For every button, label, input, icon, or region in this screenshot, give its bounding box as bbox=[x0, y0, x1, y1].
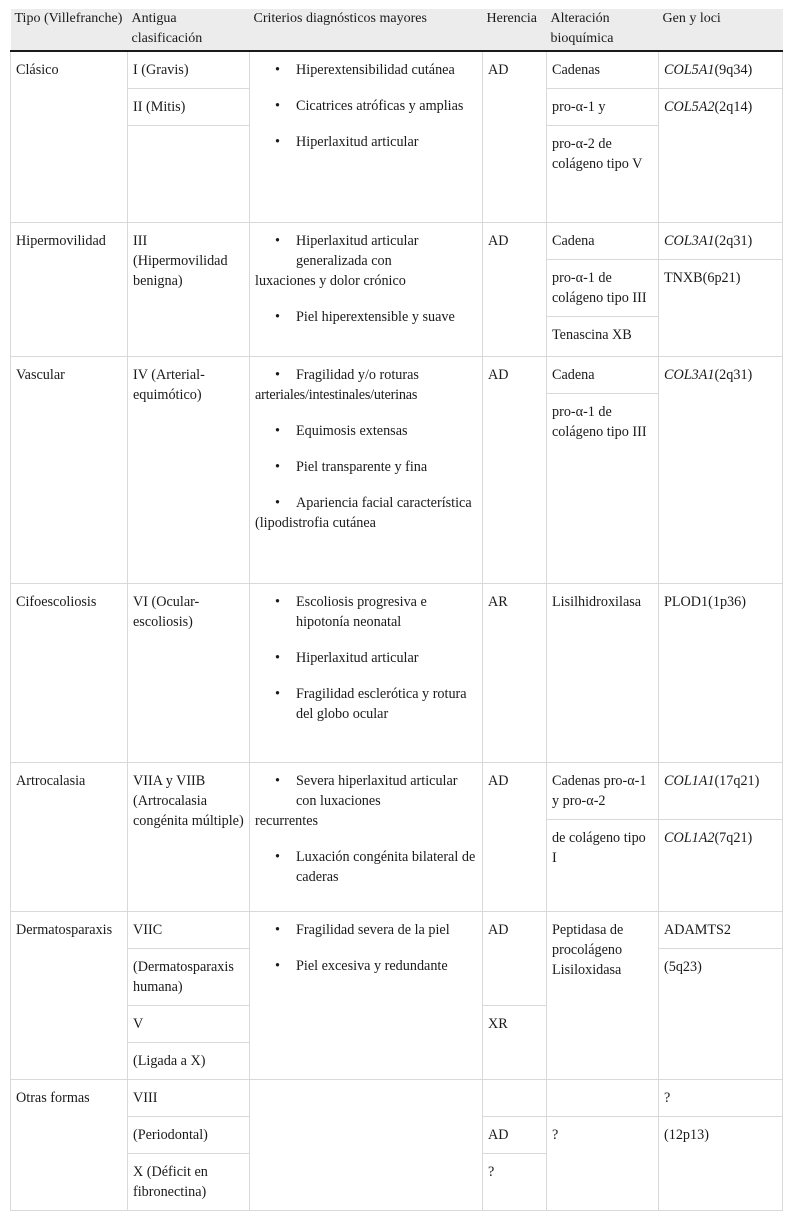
cell-antigua: III (Hipermovilidad benigna) bbox=[128, 223, 250, 357]
gene-name: COL3A1 bbox=[664, 233, 715, 249]
cell-alteracion: Cadena bbox=[547, 223, 659, 260]
cell-herencia: AR bbox=[483, 584, 547, 763]
cell-alteracion: Peptidasa de procolágeno Lisiloxidasa bbox=[547, 912, 659, 1080]
cell-criterios bbox=[250, 763, 483, 912]
cell-criterios bbox=[250, 912, 483, 1080]
cell-alteracion: Cadenas pro-α-1 y pro-α-2 bbox=[547, 763, 659, 820]
cell-alteracion: Lisilhidroxilasa bbox=[547, 584, 659, 763]
cell-antigua: IV (Arterial-equimótico) bbox=[128, 357, 250, 584]
cell-tipo: Artrocalasia bbox=[11, 763, 128, 912]
cell-criterios-empty bbox=[250, 1080, 483, 1211]
criterio-item bbox=[255, 493, 477, 533]
table-row bbox=[11, 357, 783, 394]
cell-criterios bbox=[250, 584, 483, 763]
table-header bbox=[11, 9, 783, 51]
cell-gen: (12p13) bbox=[659, 1117, 783, 1211]
cell-alteracion: ? bbox=[547, 1117, 659, 1211]
header-gen: Gen y loci bbox=[659, 9, 783, 51]
cell-antigua: VIIA y VIIB (Artrocalasia congénita múltiple) bbox=[128, 763, 250, 912]
cell-gen: (5q23) bbox=[659, 949, 783, 1080]
criterio-item: • Fragilidad severa de la piel bbox=[275, 920, 477, 940]
cell-alteracion: de colágeno tipo I bbox=[547, 820, 659, 912]
cell-antigua: V bbox=[128, 1006, 250, 1043]
gene-locus: (2q31) bbox=[714, 233, 753, 249]
criterio-item bbox=[255, 231, 477, 291]
cell-tipo: Dermatosparaxis bbox=[11, 912, 128, 1080]
cell-herencia: AD bbox=[483, 51, 547, 223]
criterio-item: • Fragilidad esclerótica y rotura del globo ocular bbox=[275, 684, 477, 724]
criterio-item: • Hiperlaxitud articular bbox=[275, 648, 477, 668]
criterio-text: Apariencia facial característica bbox=[296, 495, 472, 511]
gene-name: COL3A1 bbox=[664, 367, 715, 383]
table-row bbox=[11, 763, 783, 820]
cell-gen: ? bbox=[659, 1080, 783, 1117]
ehlers-danlos-table bbox=[10, 9, 783, 1211]
gene-name: COL5A1 bbox=[664, 62, 715, 78]
cell-alteracion: pro-α-2 de colágeno tipo V bbox=[547, 126, 659, 223]
criterio-item: • Piel hiperextensible y suave bbox=[275, 307, 477, 327]
criterio-item: • Luxación congénita bilateral de caderas bbox=[275, 847, 477, 887]
cell-alteracion: pro-α-1 de colágeno tipo III bbox=[547, 394, 659, 584]
cell-gen bbox=[659, 89, 783, 223]
cell-herencia: AD bbox=[483, 763, 547, 912]
table-row bbox=[11, 51, 783, 89]
cell-herencia: AD bbox=[483, 1117, 547, 1154]
cell-antigua: II (Mitis) bbox=[128, 89, 250, 126]
header-criterios: Criterios diagnósticos mayores bbox=[250, 9, 483, 51]
cell-gen bbox=[659, 51, 783, 89]
criterio-tail: arteriales/intestinales/uterinas bbox=[255, 387, 418, 403]
cell-criterios bbox=[250, 223, 483, 357]
header-antigua: Antigua clasificación bbox=[128, 9, 250, 51]
gene-name: COL5A2 bbox=[664, 99, 715, 115]
cell-gen: PLOD1(1p36) bbox=[659, 584, 783, 763]
criterio-item: • Cicatrices atróficas y amplias bbox=[275, 96, 477, 116]
table-row bbox=[11, 1080, 783, 1117]
table-row bbox=[11, 223, 783, 260]
cell-gen bbox=[659, 763, 783, 820]
cell-gen: TNXB(6p21) bbox=[659, 260, 783, 357]
gene-name: COL1A1 bbox=[664, 773, 715, 789]
cell-alteracion: Cadenas bbox=[547, 51, 659, 89]
cell-tipo: Cifoescoliosis bbox=[11, 584, 128, 763]
criterio-tail: recurrentes bbox=[255, 813, 319, 829]
cell-antigua: (Ligada a X) bbox=[128, 1043, 250, 1080]
table-row bbox=[11, 584, 783, 763]
criterio-tail: luxaciones y dolor crónico bbox=[255, 273, 406, 289]
header-alteracion: Alteración bioquímica bbox=[547, 9, 659, 51]
gene-locus: (2q31) bbox=[714, 367, 753, 383]
cell-alteracion-empty bbox=[547, 1080, 659, 1117]
cell-criterios bbox=[250, 51, 483, 223]
cell-herencia: AD bbox=[483, 912, 547, 1006]
cell-tipo: Hipermovilidad bbox=[11, 223, 128, 357]
gene-name: COL1A2 bbox=[664, 830, 715, 846]
cell-antigua: (Dermatosparaxis humana) bbox=[128, 949, 250, 1006]
criterio-item: • Escoliosis progresiva e hipotonía neonatal bbox=[275, 592, 477, 632]
cell-herencia-empty bbox=[483, 1080, 547, 1117]
cell-antigua-empty bbox=[128, 126, 250, 223]
table-row bbox=[11, 912, 783, 949]
cell-tipo: Clásico bbox=[11, 51, 128, 223]
cell-antigua: X (Déficit en fibronectina) bbox=[128, 1154, 250, 1211]
criterio-tail: (lipodistrofia cutánea bbox=[255, 515, 376, 531]
cell-antigua: (Periodontal) bbox=[128, 1117, 250, 1154]
cell-herencia: XR bbox=[483, 1006, 547, 1080]
criterio-item: • Hiperextensibilidad cutánea bbox=[275, 60, 477, 80]
cell-alteracion: pro-α-1 de colágeno tipo III bbox=[547, 260, 659, 317]
cell-tipo: Vascular bbox=[11, 357, 128, 584]
cell-gen bbox=[659, 223, 783, 260]
criterio-item bbox=[255, 771, 477, 831]
cell-herencia: AD bbox=[483, 357, 547, 584]
gene-locus: (17q21) bbox=[714, 773, 760, 789]
criterio-item bbox=[255, 365, 477, 405]
cell-gen bbox=[659, 357, 783, 584]
criterio-text: Hiperlaxitud articular generalizada con bbox=[296, 233, 419, 269]
cell-antigua: VI (Ocular-escoliosis) bbox=[128, 584, 250, 763]
cell-alteracion: Cadena bbox=[547, 357, 659, 394]
criterio-text: Fragilidad y/o roturas bbox=[296, 367, 419, 383]
criterio-item: • Hiperlaxitud articular bbox=[275, 132, 477, 152]
cell-gen bbox=[659, 820, 783, 912]
gene-locus: (9q34) bbox=[714, 62, 753, 78]
cell-antigua: I (Gravis) bbox=[128, 51, 250, 89]
cell-criterios bbox=[250, 357, 483, 584]
criterio-item: • Piel excesiva y redundante bbox=[275, 956, 477, 976]
gene-locus: (7q21) bbox=[714, 830, 753, 846]
cell-alteracion: pro-α-1 y bbox=[547, 89, 659, 126]
criterio-item: • Equimosis extensas bbox=[275, 421, 477, 441]
cell-herencia: AD bbox=[483, 223, 547, 357]
cell-gen: ADAMTS2 bbox=[659, 912, 783, 949]
cell-antigua: VIIC bbox=[128, 912, 250, 949]
gene-locus: (2q14) bbox=[714, 99, 753, 115]
header-herencia: Herencia bbox=[483, 9, 547, 51]
cell-alteracion: Tenascina XB bbox=[547, 317, 659, 357]
table-container bbox=[10, 9, 782, 1211]
criterio-text: Severa hiperlaxitud articular con luxaciones bbox=[296, 773, 458, 809]
cell-antigua: VIII bbox=[128, 1080, 250, 1117]
header-tipo: Tipo (Villefranche) bbox=[11, 9, 128, 51]
cell-tipo: Otras formas bbox=[11, 1080, 128, 1211]
criterio-item: • Piel transparente y fina bbox=[275, 457, 477, 477]
cell-herencia: ? bbox=[483, 1154, 547, 1211]
